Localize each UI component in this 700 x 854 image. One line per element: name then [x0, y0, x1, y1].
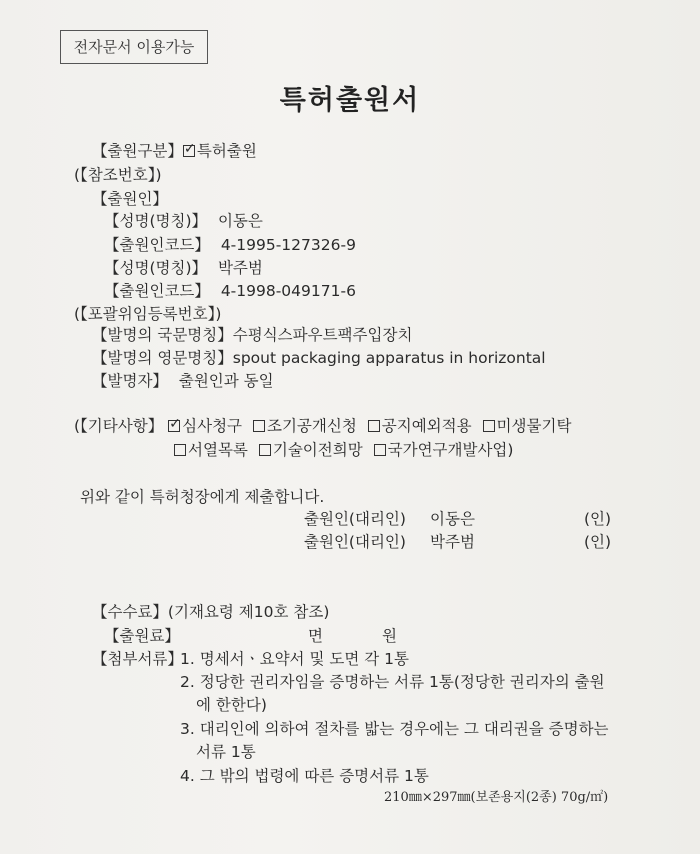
application-fee-unit-sheets: 면	[308, 627, 323, 645]
application-fee-unit-won: 원	[382, 627, 397, 645]
other-matters-label: (【기타사항】	[74, 417, 164, 435]
checkbox-icon[interactable]	[174, 444, 186, 456]
signer-1-name: 이동은	[430, 510, 475, 528]
applicant-name: 이동은	[217, 212, 263, 230]
option-exam-request: 심사청구	[182, 417, 243, 435]
invention-english-row	[92, 346, 546, 368]
attachment-item: 3. 대리인에 의하여 절차를 밟는 경우에는 그 대리권을 증명하는	[180, 720, 609, 738]
applicant-1-code-row	[104, 233, 356, 255]
invention-english-label: 【발명의 영문명칭】	[92, 349, 233, 367]
application-type-value: 특허출원	[196, 142, 257, 160]
signer-1-seal: (인)	[584, 510, 612, 528]
checkbox-icon[interactable]	[253, 420, 265, 432]
page-title: 특허출원서	[279, 85, 421, 116]
checkbox-checked-icon[interactable]	[168, 420, 180, 432]
signer-2-name: 박주범	[430, 533, 475, 551]
applicant-code-label: 【출원인코드】	[104, 282, 210, 300]
checkbox-icon[interactable]	[368, 420, 380, 432]
applicant-name: 박주범	[217, 259, 263, 277]
application-type-row	[92, 139, 257, 161]
fee-label: 【수수료】(기재요령 제10호 참조)	[92, 603, 330, 621]
applicant-code: 4-1998-049171-6	[220, 282, 356, 300]
applicant-header: 【출원인】	[92, 190, 168, 208]
inventor-label: 【발명자】	[92, 372, 168, 390]
checkbox-icon[interactable]	[259, 444, 271, 456]
submission-statement: 위와 같이 특허청장에게 제출합니다.	[80, 488, 325, 506]
attachment-item-continuation: 에 한한다)	[196, 696, 267, 714]
inventor-value: 출원인과 동일	[178, 372, 274, 390]
inventor-row	[92, 369, 274, 391]
applicant-name-label: 【성명(명칭)】	[104, 212, 207, 230]
signer-1-role: 출원인(대리인)	[304, 510, 406, 528]
applicant-2-code-row	[104, 279, 356, 301]
option-novelty-exception: 공지예외적용	[381, 417, 472, 435]
paper-size-footer: 210㎜×297㎜(보존용지(2종) 70g/㎡)	[384, 790, 609, 805]
other-matters-row2	[174, 438, 519, 460]
applicant-2-name-row	[104, 256, 263, 278]
option-early-publication: 조기공개신청	[266, 417, 357, 435]
attachment-item: 2. 정당한 권리자임을 증명하는 서류 1통(정당한 권리자의 출원	[180, 673, 605, 691]
applicant-1-name-row	[104, 209, 263, 231]
attachment-item-continuation: 서류 1통	[196, 743, 256, 761]
other-matters-row1	[74, 414, 577, 436]
option-national-rnd: 국가연구개발사업)	[387, 441, 514, 459]
invention-korean-label: 【발명의 국문명칭】	[92, 326, 233, 344]
applicant-code: 4-1995-127326-9	[220, 236, 356, 254]
electronic-document-badge: 전자문서 이용가능	[60, 30, 208, 64]
application-fee-label: 【출원료】	[104, 627, 180, 645]
applicant-code-label: 【출원인코드】	[104, 236, 210, 254]
checkbox-icon[interactable]	[374, 444, 386, 456]
checkbox-icon[interactable]	[483, 420, 495, 432]
invention-korean-row	[92, 323, 412, 345]
attachment-item: 1. 명세서ㆍ요약서 및 도면 각 1통	[180, 650, 409, 668]
checkbox-checked-icon[interactable]	[183, 145, 195, 157]
applicant-name-label: 【성명(명칭)】	[104, 259, 207, 277]
invention-korean-title: 수평식스파우트팩주입장치	[232, 326, 413, 344]
signer-2-seal: (인)	[584, 533, 612, 551]
option-microorganism-deposit: 미생물기탁	[496, 417, 572, 435]
reference-number-label: (【참조번호】)	[74, 166, 162, 184]
option-sequence-listing: 서열목록	[188, 441, 248, 459]
power-of-attorney-label: (【포괄위임등록번호】)	[74, 305, 222, 323]
application-type-label: 【출원구분】	[92, 142, 183, 160]
attachments-label: 【첨부서류】	[92, 650, 183, 668]
attachment-item: 4. 그 밖의 법령에 따른 증명서류 1통	[180, 767, 429, 785]
signer-2-role: 출원인(대리인)	[304, 533, 406, 551]
invention-english-title: spout packaging apparatus in horizontal	[232, 349, 546, 367]
option-tech-transfer: 기술이전희망	[272, 441, 363, 459]
